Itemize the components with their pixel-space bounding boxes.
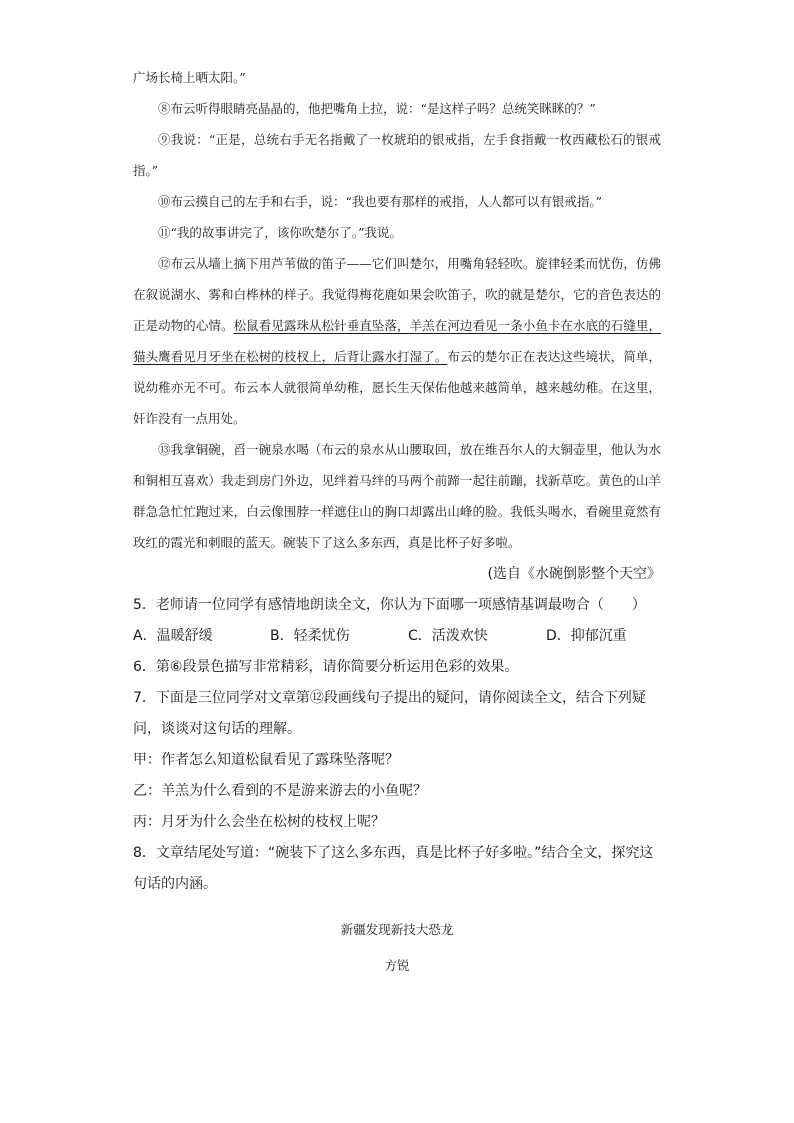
option-d: D．抑郁沉重 — [546, 628, 627, 644]
next-article-author: 方锐 — [384, 958, 410, 973]
question-5-options — [133, 621, 661, 652]
next-article-title: 新疆发现新技大恐龙 — [340, 922, 454, 937]
passage-paragraph-continued: 广场长椅上晒太阳。” — [133, 70, 246, 85]
option-b: B．轻柔忧伤 — [270, 628, 350, 644]
passage-paragraph-13: ⑬我拿铜碗，舀一碗泉水喝（布云的泉水从山腰取回，放在维吾尔人的大铜壶里，他认为水和铜相互喜欢）我走到房门外边，见绊着马绊的马两个前蹄一起往前蹦，找新草吃。黄色的山羊群急急忙忙跑过来，白云像围脖一样遮住山的胸口却露出山峰的脸。我低头喝水，看碗里竟然有玫红的霞光和刺眼的蓝天。碗装下了这么多东西，真是比杯子好多啦。 — [133, 442, 661, 550]
passage-paragraph-11: ⑪“我的故事讲完了，该你吹楚尔了。”我说。 — [158, 225, 403, 240]
passage-paragraph-8: ⑧布云听得眼睛亮晶晶的，他把嘴角上拉，说：“是这样子吗？总统笑眯眯的？” — [158, 101, 596, 116]
paragraph-12-text-b: 布云的楚尔正在表达这些境状，简单，说幼稚亦无不可。布云本人就很简单幼稚，愿长生天保佑他越来越简单，越来越幼稚。在这里，奸诈没有一点用处。 — [133, 349, 661, 426]
passage-paragraph-12 — [133, 248, 661, 434]
option-c: C．活泼欢快 — [408, 628, 488, 644]
question-7: 7．下面是三位同学对文章第⑫段画线句子提出的疑问，请你阅读全文，结合下列疑问，谈谈对这句话的理解。 — [133, 690, 646, 737]
passage-paragraph-9: ⑨我说：“正是，总统右手无名指戴了一枚琥珀的银戒指，左手食指戴一枚西藏松石的银戒指。” — [133, 132, 661, 178]
question-8: 8．文章结尾处写道：“碗装下了这么多东西，真是比杯子好多啦。”结合全文，探究这句话的内涵。 — [133, 845, 654, 892]
question-7-jia: 甲：作者怎么知道松鼠看见了露珠坠落呢？ — [133, 752, 399, 768]
document-page — [133, 62, 661, 980]
passage-paragraph-10: ⑩布云摸自己的左手和右手，说：“我也要有那样的戒指，人人都可以有银戒指。” — [158, 194, 603, 209]
paragraph-12-underlined-sentence: 松鼠看见露珠从松针垂直坠落，羊羔在河边看见一条小鱼卡在水底的石缝里，猫头鹰看见月牙坐在松树的枝杈上，后背让露水打湿了。 — [133, 318, 661, 364]
question-6: 6．第⑥段景色描写非常精彩，请你简要分析运用色彩的效果。 — [133, 659, 519, 675]
question-7-bing: 丙：月牙为什么会坐在松树的枝杈上呢？ — [133, 814, 385, 830]
question-5: 5．老师请一位同学有感情地朗读全文，你认为下面哪一项感情基调最吻合（ ） — [133, 597, 646, 613]
question-7-yi: 乙：羊羔为什么看到的不是游来游去的小鱼呢？ — [133, 783, 427, 799]
paragraph-12-text-a: ⑫布云从墙上摘下用芦苇做的笛子——它们叫楚尔，用嘴角轻轻吹。旋律轻柔而忧伤，仿佛在叙说湖水、雾和白桦林的样子。我觉得梅花鹿如果会吹笛子，吹的就是楚尔，它的音色表达的正是动物的心情。 — [133, 256, 661, 333]
option-a: A．温暖舒缓 — [133, 628, 213, 644]
source-citation: (选自《水碗倒影整个天空》 — [487, 566, 661, 582]
